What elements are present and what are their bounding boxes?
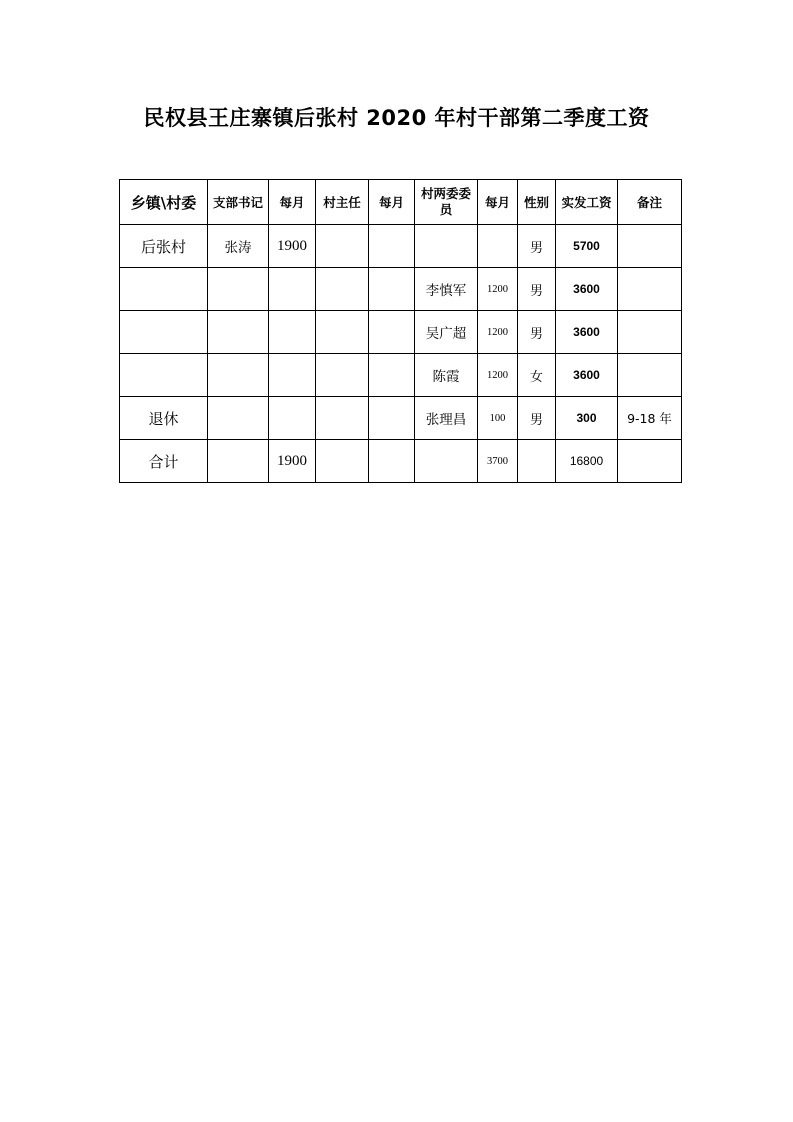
header-monthly-1: 每月 <box>269 180 316 225</box>
cell-salary: 3600 <box>556 354 618 397</box>
cell-committee: 吴广超 <box>415 311 478 354</box>
total-gender <box>518 440 556 483</box>
cell-secretary <box>208 268 269 311</box>
cell-monthly-2 <box>369 311 415 354</box>
total-secretary <box>208 440 269 483</box>
total-row <box>120 440 682 483</box>
table-row <box>120 225 682 268</box>
cell-township: 退休 <box>120 397 208 440</box>
cell-gender: 男 <box>518 268 556 311</box>
cell-monthly-1 <box>269 268 316 311</box>
page-title: 民权县王庄寨镇后张村 2020 年村干部第二季度工资 <box>143 106 650 130</box>
cell-committee: 张理昌 <box>415 397 478 440</box>
header-township: 乡镇\村委 <box>120 180 208 225</box>
cell-gender: 男 <box>518 397 556 440</box>
cell-secretary: 张涛 <box>208 225 269 268</box>
cell-monthly-3 <box>478 225 518 268</box>
cell-township <box>120 311 208 354</box>
header-row <box>120 180 682 225</box>
cell-remarks <box>618 311 682 354</box>
cell-monthly-2 <box>369 225 415 268</box>
cell-committee: 陈霞 <box>415 354 478 397</box>
total-monthly-2 <box>369 440 415 483</box>
cell-monthly-1 <box>269 397 316 440</box>
header-secretary: 支部书记 <box>208 180 269 225</box>
header-monthly-2: 每月 <box>369 180 415 225</box>
total-monthly-1: 1900 <box>269 440 316 483</box>
cell-remarks: 9-18 年 <box>618 397 682 440</box>
cell-secretary <box>208 397 269 440</box>
cell-remarks <box>618 268 682 311</box>
cell-director <box>316 225 369 268</box>
cell-township <box>120 354 208 397</box>
table-row <box>120 311 682 354</box>
cell-monthly-1 <box>269 311 316 354</box>
cell-gender: 男 <box>518 225 556 268</box>
cell-monthly-3: 100 <box>478 397 518 440</box>
cell-monthly-2 <box>369 354 415 397</box>
cell-director <box>316 268 369 311</box>
cell-director <box>316 311 369 354</box>
cell-salary: 3600 <box>556 268 618 311</box>
header-director: 村主任 <box>316 180 369 225</box>
total-label: 合计 <box>120 440 208 483</box>
cell-monthly-2 <box>369 268 415 311</box>
cell-monthly-3: 1200 <box>478 311 518 354</box>
table-row <box>120 268 682 311</box>
header-monthly-3: 每月 <box>478 180 518 225</box>
total-director <box>316 440 369 483</box>
header-remarks: 备注 <box>618 180 682 225</box>
cell-salary: 300 <box>556 397 618 440</box>
cell-township: 后张村 <box>120 225 208 268</box>
cell-township <box>120 268 208 311</box>
total-remarks <box>618 440 682 483</box>
cell-director <box>316 354 369 397</box>
table-row <box>120 397 682 440</box>
header-gender: 性别 <box>518 180 556 225</box>
cell-remarks <box>618 225 682 268</box>
cell-committee <box>415 225 478 268</box>
cell-monthly-2 <box>369 397 415 440</box>
cell-monthly-3: 1200 <box>478 268 518 311</box>
cell-director <box>316 397 369 440</box>
cell-secretary <box>208 311 269 354</box>
cell-committee: 李慎军 <box>415 268 478 311</box>
salary-table <box>119 179 682 483</box>
total-monthly-3: 3700 <box>478 440 518 483</box>
cell-salary: 5700 <box>556 225 618 268</box>
total-salary: 16800 <box>556 440 618 483</box>
cell-monthly-3: 1200 <box>478 354 518 397</box>
cell-remarks <box>618 354 682 397</box>
cell-gender: 男 <box>518 311 556 354</box>
cell-monthly-1 <box>269 354 316 397</box>
cell-salary: 3600 <box>556 311 618 354</box>
header-salary: 实发工资 <box>556 180 618 225</box>
cell-secretary <box>208 354 269 397</box>
cell-gender: 女 <box>518 354 556 397</box>
total-committee <box>415 440 478 483</box>
table-row <box>120 354 682 397</box>
cell-monthly-1: 1900 <box>269 225 316 268</box>
header-committee: 村两委委员 <box>415 180 478 225</box>
